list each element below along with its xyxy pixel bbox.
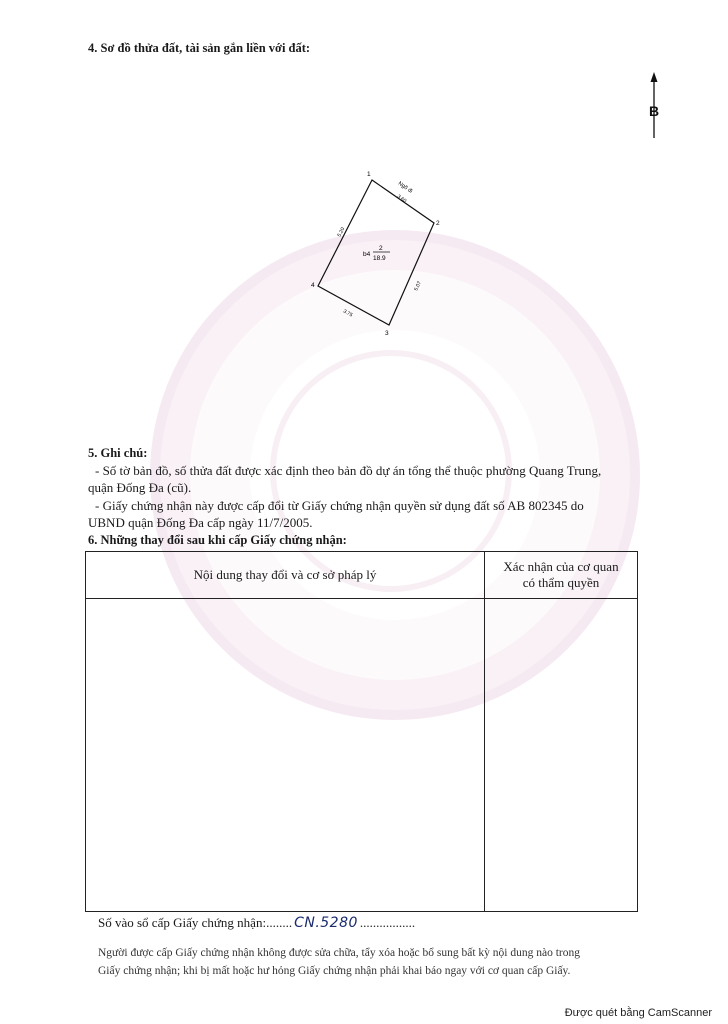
block-label: b4 — [363, 251, 371, 258]
parcel-area: 18.9 — [373, 255, 386, 262]
point-3: 3 — [385, 330, 389, 337]
registration-label: Số vào sổ cấp Giấy chứng nhận: — [98, 915, 267, 930]
confirmation-cell — [485, 599, 638, 912]
changes-table-body-row — [86, 599, 638, 912]
north-arrow-label: B — [649, 103, 660, 119]
column-header-changes: Nội dung thay đổi và cơ sở pháp lý — [86, 552, 485, 599]
camscanner-watermark: Được quét bằng CamScanner — [564, 1007, 712, 1019]
edge-1-2-length: 3.60 — [395, 193, 408, 205]
edge-4-1-length: 5.20 — [336, 226, 347, 238]
changes-table-header — [86, 552, 638, 599]
road-label: Ngõ đi — [396, 180, 414, 195]
changes-table — [85, 551, 638, 912]
column-header-confirmation-line1: Xác nhận của cơ quan — [503, 559, 619, 574]
edge-3-4-length: 3.75 — [342, 308, 354, 319]
registration-number: CN.5280 — [294, 915, 358, 931]
section6-heading: 6. Những thay đổi sau khi cấp Giấy chứng nhận: — [88, 533, 347, 547]
registration-dots-after: ................. — [359, 915, 416, 930]
point-4: 4 — [311, 282, 315, 289]
parcel-number: 2 — [379, 245, 383, 252]
notice-line-1: Người được cấp Giấy chứng nhận không được sửa chữa, tẩy xóa hoặc bổ sung bất kỳ nội dung nào trong — [98, 947, 580, 959]
point-1: 1 — [367, 171, 371, 178]
parcel-diagram — [300, 165, 450, 340]
changes-content-cell — [86, 599, 485, 912]
registration-line — [98, 915, 415, 931]
section4-heading: 4. Sơ đồ thửa đất, tài sản gắn liền với đất: — [88, 41, 311, 55]
point-2: 2 — [436, 220, 440, 227]
section5-heading: 5. Ghi chú: — [88, 446, 148, 460]
note-line-1: - Số tờ bản đồ, số thửa đất được xác định theo bản đồ dự án tổng thể thuộc phường Quang Trung, — [95, 463, 602, 478]
north-arrow-icon — [646, 72, 662, 142]
note-line-4: UBND quận Đống Đa cấp ngày 11/7/2005. — [88, 515, 313, 530]
notice-line-2: Giấy chứng nhận; khi bị mất hoặc hư hỏng Giấy chứng nhận phải khai báo ngay với cơ quan cấp Giấy. — [98, 965, 571, 977]
column-header-confirmation-line2: có thẩm quyền — [522, 575, 600, 590]
note-line-3: - Giấy chứng nhận này được cấp đổi từ Giấy chứng nhận quyền sử dụng đất số AB 802345 do — [95, 498, 584, 513]
edge-2-3-length: 5.07 — [413, 280, 423, 292]
column-header-confirmation — [485, 552, 638, 599]
note-line-2: quận Đống Đa (cũ). — [88, 480, 192, 495]
registration-dots-before: ........ — [266, 915, 293, 930]
parcel-boundary — [318, 180, 434, 325]
